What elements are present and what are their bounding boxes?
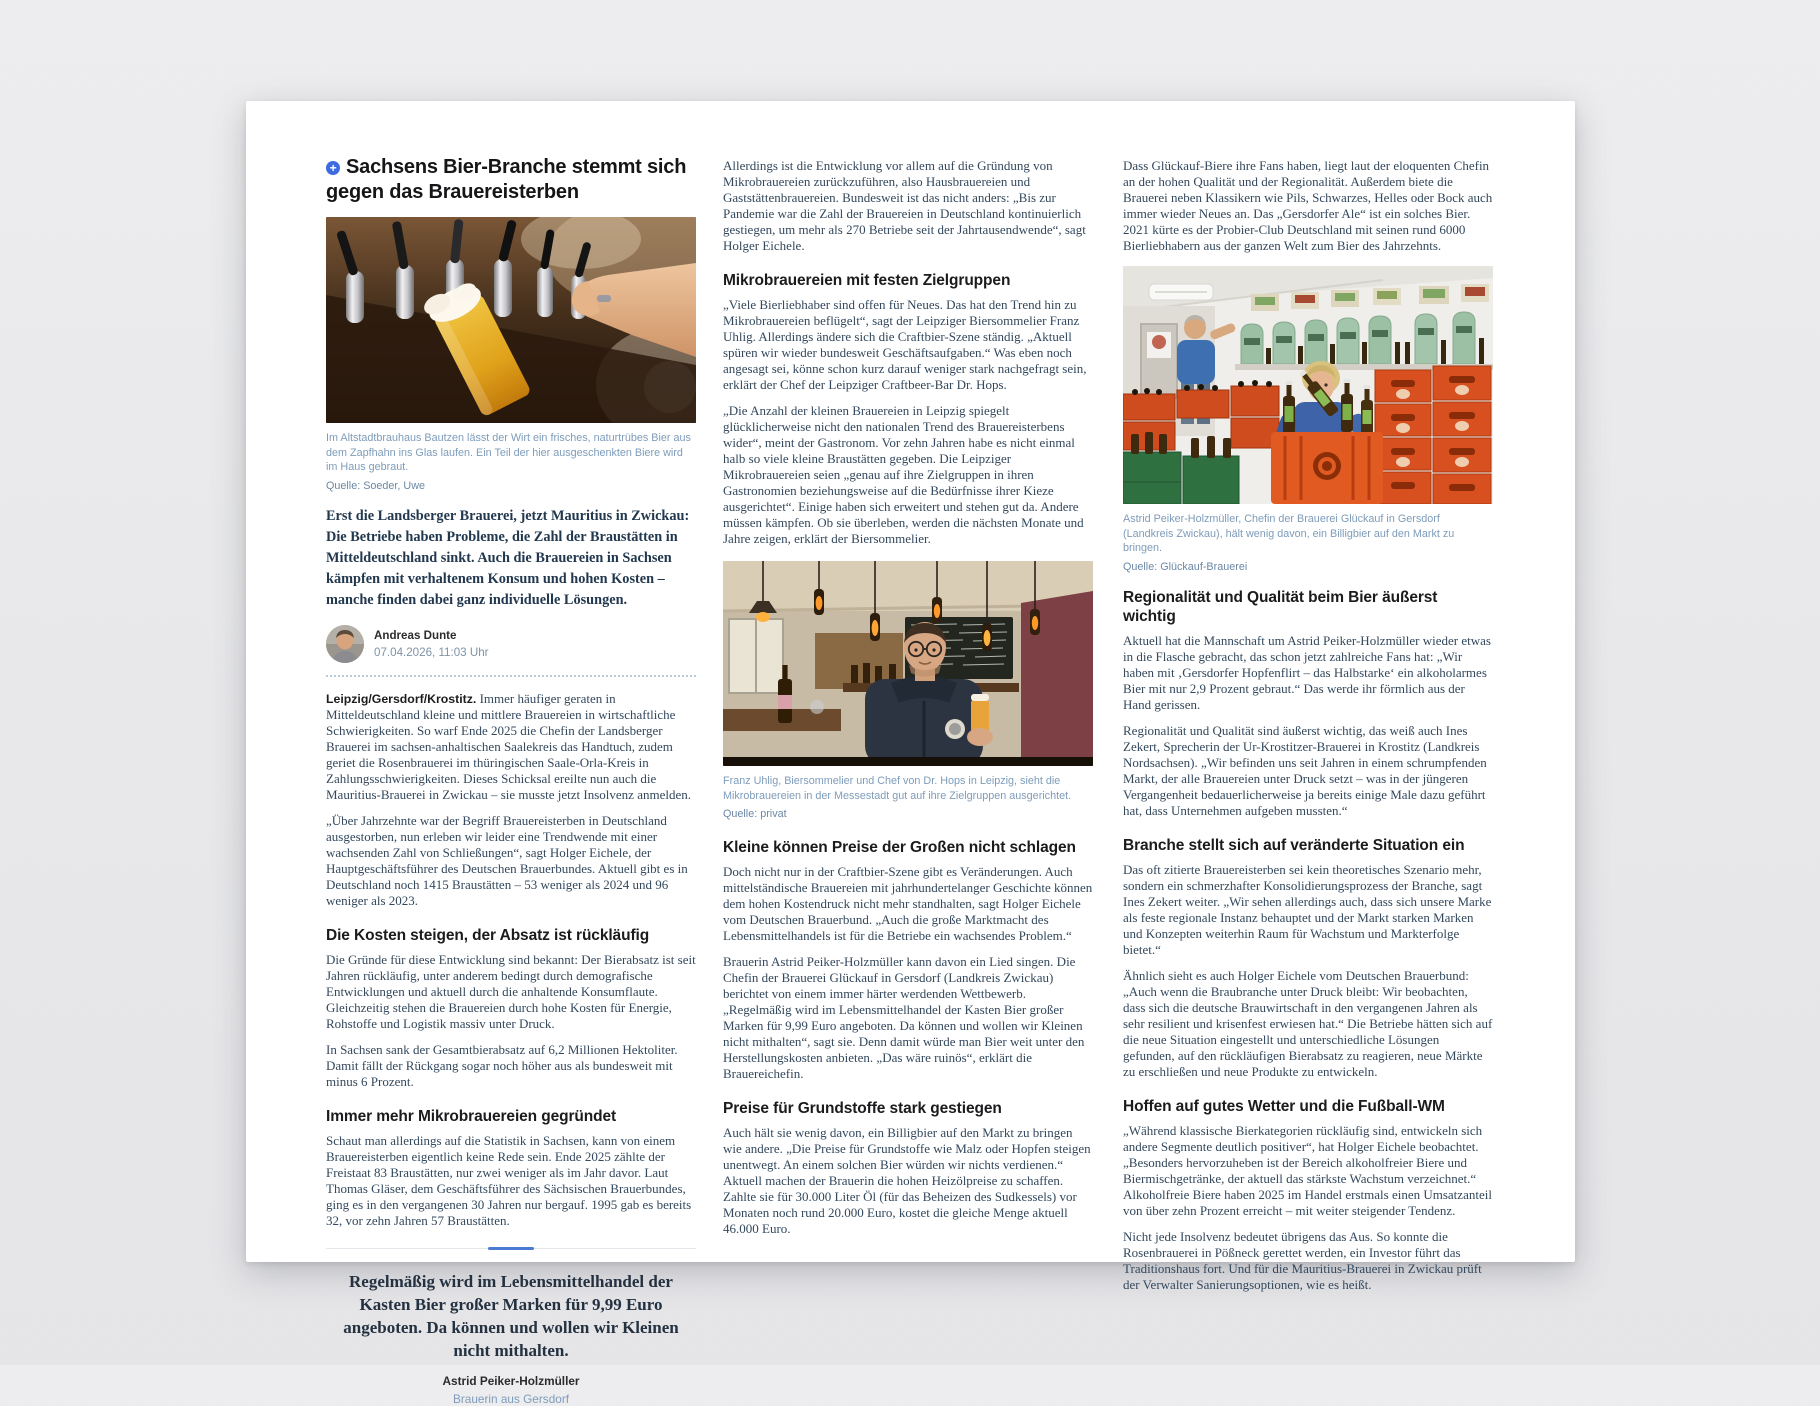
paragraph: Die Gründe für diese Entwicklung sind bekannt: Der Bierabsatz ist seit Jahren rückläufig, unter anderem bedingt durch demografische Entwicklungen und aktuell durch die anhaltende Konsumflaute. Gleichzeitig stehen die Brauereien durch hohe Kosten für Energie, Rohstoffe und Logistik massiv unter Druck.: [326, 951, 696, 1031]
publish-date: 07.04.2026, 11:03 Uhr: [374, 645, 489, 659]
author-name[interactable]: Andreas Dunte: [374, 628, 457, 642]
section-heading: Preise für Grundstoffe stark gestiegen: [723, 1100, 1002, 1117]
section-heading: Hoffen auf gutes Wetter und die Fußball-WM: [1123, 1097, 1445, 1115]
hero-image: [326, 217, 696, 423]
paragraph: [326, 691, 696, 803]
section-heading: Kleine können Preise der Großen nicht schlagen: [723, 839, 1076, 856]
article-column-1: [326, 155, 696, 1406]
section-heading: Die Kosten steigen, der Absatz ist rückläufig: [326, 926, 650, 944]
quote-divider: [326, 1247, 696, 1250]
article-column-3: [1123, 155, 1493, 1303]
section-heading: Regionalität und Qualität beim Bier äußerst wichtig: [1123, 588, 1438, 625]
quote-divider-accent: [488, 1247, 534, 1250]
pull-quote-role-link[interactable]: Brauerin aus Gersdorf: [452, 1391, 570, 1406]
paragraph: Auch hält sie wenig davon, ein Billigbier auf den Markt zu bringen wie andere. „Die Preise für Grundstoffe wie Malz oder Hopfen steigen unentwegt. An einem solchen Bier würden wir nichts verdienen.“ Aktuell machen der Brauerin die hohen Heizölpreise zu schaffen. Zahlte sie für 30.000 Liter Öl (für das Beheizen des Sudkessels) vor Monaten noch rund 20.000 Euro, kostet die gleiche Menge aktuell 46.000 Euro.: [723, 1125, 1091, 1236]
article-intro: Erst die Landsberger Brauerei, jetzt Mauritius in Zwickau: Die Betriebe haben Probleme, die Zahl der Braustätten in Mitteldeutschland sinkt. Auch die Brauereien in Sachsen kämpfen mit verhaltenem Konsum und hohen Kosten – manche finden dabei ganz individuelle Lösungen.: [326, 507, 690, 608]
paragraph: Aktuell hat die Mannschaft um Astrid Peiker-Holzmüller wieder etwas in die Flasche gebracht, das schon jetzt zahlreiche Fans hat: „Wir haben mit ‚Gersdorfer Hopfenflirt – das Halbstarke‘ ein alkoholarmes Bier mit nur 2,9 Prozent gebraut.“ Das werde ihr förmlich aus der Hand gerissen.: [1123, 632, 1491, 712]
paragraph: In Sachsen sank der Gesamtbierabsatz auf 6,2 Millionen Hektoliter. Damit fällt der Rückgang sogar noch höher aus als bundesweit mit minus 6 Prozent.: [326, 1041, 678, 1089]
franz-uhlig-caption: Franz Uhlig, Biersommelier und Chef von Dr. Hops in Leipzig, sieht die Mikrobrauereien in der Messestadt gut auf ihre Zielgruppen ausgerichtet.: [723, 775, 1072, 802]
paragraph: Schaut man allerdings auf die Statistik in Sachsen, kann von einem Brauereisterben eigentlich keine Rede sein. Ende 2025 zählte der Freistaat 83 Braustätten, nur zwei weniger als im Jahr davor. Laut Thomas Gläser, dem Geschäftsführer des Sächsischen Brauerbundes, ging es in den vergangenen 30 Jahren nur bergauf. 1995 gab es bereits 32, vor zehn Jahren 57 Braustätten.: [326, 1132, 692, 1228]
brewery-warehouse-illustration: [1123, 266, 1493, 504]
franz-uhlig-image: [723, 561, 1093, 766]
brauerei-lager-image: [1123, 266, 1493, 504]
article-title-text: Sachsens Bier-Branche stemmt sich gegen das Brauereisterben: [326, 156, 687, 203]
paragraph: „Während klassische Bierkategorien rückläufig sind, entwickeln sich andere Segmente deutlich positiver“, hat Holger Eichele beobachtet. „Besonders hervorzuheben ist der Bereich alkoholfreier Biere und Biermischgetränke, der aktuell das stärkste Wachstum verzeichnet.“ Alkoholfreie Biere haben 2025 im Handel erstmals einen Umsatzanteil von über zehn Prozent erreicht – mit weiter steigender Tendenz.: [1123, 1122, 1492, 1218]
author-avatar-image: [326, 625, 364, 663]
paragraph: Doch nicht nur in der Craftbier-Szene gibt es Veränderungen. Auch mittelständische Brauereien mit jahrhundertelanger Geschichte können dem hohen Kostendruck nicht mehr standhalten, sagt Holger Eichele vom Deutschen Brauerbund. „Auch die große Marktmacht des Lebensmittelhandels ist für die Betriebe ein wachsendes Problem.“: [723, 864, 1093, 943]
premium-plus-icon: +: [326, 161, 340, 175]
article-column-2: [723, 155, 1093, 1247]
franz-uhlig-source: Quelle: privat: [723, 808, 787, 820]
paragraph-text: Immer häufiger geraten in Mitteldeutschland kleine und mittlere Brauereien in wirtschaftliche Schwierigkeiten. So warf Ende 2025 die Chefin der Landsberger Brauerei im sachsen-anhaltischen Saalekreis das Handtuch, zudem geriet die Rosenbrauerei im thüringischen Saale-Orla-Kreis in Zahlungsschwierigkeiten. Dieses Schicksal ereilte nun auch die Mauritius-Brauerei in Zwickau – sie musste jetzt Insolvenz anmelden.: [326, 690, 691, 802]
dotted-divider: [326, 675, 696, 677]
dateline: Leipzig/Gersdorf/Krostitz.: [326, 691, 477, 706]
paragraph: „Über Jahrzehnte war der Begriff Brauereisterben in Deutschland ausgestorben, nun erleben wir leider eine Trendwende mit einer wachsenden Zahl von Schließungen“, sagt Holger Eichele, der Hauptgeschäftsführer des Deutschen Brauerbundes. Aktuell gibt es in Deutschland noch 1415 Braustätten – 53 weniger als 2024 und 96 weniger als 2023.: [326, 812, 688, 908]
lager-source: Quelle: Glückauf-Brauerei: [1123, 560, 1248, 573]
paragraph: Nicht jede Insolvenz bedeutet übrigens das Aus. So konnte die Rosenbrauerei in Pößneck gerettet werden, ein Investor führt das Traditionshaus fort. Und für die Mauritius-Brauerei in Zwickau prüft der Verwalter Sanierungsoptionen, wie es heißt.: [1123, 1228, 1482, 1292]
paragraph: Ähnlich sieht es auch Holger Eichele vom Deutschen Brauerbund: „Auch wenn die Braubranche unter Druck bleibt: Wir beobachten, dass sich die deutsche Brauwirtschaft in den vergangenen Jahren als sehr resilient und krisenfest erwiesen hat.“ Die Betriebe hätten sich auf die neue Situation eingestellt und unterschiedliche Lösungen gefunden, auf den rückläufigen Bierabsatz zu reagieren, neue Märkte zu erschließen und neue Produkte zu entwickeln.: [1123, 967, 1493, 1079]
hero-caption: Im Altstadtbrauhaus Bautzen lässt der Wirt ein frisches, naturtrübes Bier aus dem Zapfhahn ins Glas laufen. Ein Teil der hier ausgeschenkten Biere wird im Haus gebraut.: [326, 432, 691, 473]
paragraph: „Die Anzahl der kleinen Brauereien in Leipzig spiegelt glücklicherweise nicht den nationalen Trend des Brauereisterbens wider“, meint der Gastronom. Vor zehn Jahren habe es nicht einmal halb so viele kleine Braustätten gegeben. Die Leipziger Mikrobrauereien seien „genau auf ihre Zielgruppen in ihren Gastronomien beziehungsweise auf die Bedürfnisse ihrer Kieze ausgerichtet“. Einige haben sich erweitert und stehen gut da. Andere müssen kämpfen. Ob sie überleben, werden die nächsten Monate und Jahre zeigen, erklärt der Biersommelier.: [723, 403, 1084, 546]
paragraph: Das oft zitierte Brauereisterben sei kein theoretisches Szenario mehr, sondern ein schmerzhafter Konsolidierungsprozess der Branche, sagt Ines Zekert weiter. „Wir sehen allerdings auch, dass sich unsere Marke als feste regionale Instanz behauptet und der Markt starken Marken und Konzepten weiterhin Raum für Wachstum und Markterfolge bietet.“: [1123, 861, 1492, 957]
section-heading: Mikrobrauereien mit festen Zielgruppen: [723, 272, 1011, 289]
paragraph: Regionalität und Qualität sind äußerst wichtig, das weiß auch Ines Zekert, Sprecherin der Ur-Krostitzer-Brauerei in Krostitz (Landkreis Nordsachsen). „Wir befinden uns seit Jahren in einem schrumpfenden Markt, der alle Brauereien unter Druck setzt – was in der jüngeren Vergangenheit bedauerlicherweise ja bereits einige Male dazu geführt hat, dass Unternehmen aufgeben mussten.“: [1123, 722, 1487, 818]
paragraph: Dass Glückauf-Biere ihre Fans haben, liegt laut der eloquenten Chefin an der hohen Qualität und der Regionalität. Außerdem biete die Brauerei neben Klassikern wie Pils, Schwarzes, Helles oder Bock auch immer wieder Neues an. Das „Gersdorfer Ale“ ist ein solches Bier. 2021 kürte es der Probier-Club Deutschland mit seinen rund 6000 Bierliebhabern aus der ganzen Welt zum Bier des Jahrzehnts.: [1123, 158, 1493, 253]
author-row: [326, 625, 696, 663]
pull-quote-author: Astrid Peiker-Holzmüller: [442, 1373, 580, 1388]
section-heading: Immer mehr Mikrobrauereien gegründet: [326, 1107, 617, 1125]
hero-source: Quelle: Soeder, Uwe: [326, 479, 426, 492]
paragraph: Allerdings ist die Entwicklung vor allem auf die Gründung von Mikrobrauereien zurückzuführen, also Hausbrauereien und Gaststättenbrauereien. Bundesweit ist das nicht anders: „Bis zur Pandemie war die Zahl der Brauereien in Deutschland kontinuierlich gestiegen, um mehr als 270 Betriebe seit der Jahrtausendwende“, sagt Holger Eichele.: [723, 158, 1086, 253]
article-title: [326, 155, 696, 205]
author-avatar[interactable]: [326, 625, 364, 663]
article-page: [246, 101, 1575, 1406]
craftbeer-bar-illustration: [723, 561, 1093, 766]
section-heading: Branche stellt sich auf veränderte Situation ein: [1123, 836, 1465, 854]
beer-tap-illustration: [326, 217, 696, 423]
pull-quote: Regelmäßig wird im Lebensmittelhandel der Kasten Bier großer Marken für 9,99 Euro angeboten. Da können und wollen wir Kleinen nicht mithalten.: [343, 1271, 679, 1360]
lager-caption: Astrid Peiker-Holzmüller, Chefin der Brauerei Glückauf in Gersdorf (Landkreis Zwickau), hält wenig davon, ein Billigbier auf den Markt zu bringen.: [1123, 513, 1455, 554]
paragraph: Brauerin Astrid Peiker-Holzmüller kann davon ein Lied singen. Die Chefin der Brauerei Glückauf in Gersdorf (Landkreis Zwickau) berichtet von einem immer härter werdenden Wettbewerb. „Regelmäßig wird im Lebensmittelhandel der Kasten Bier großer Marken für 9,99 Euro angeboten. Da können und wollen wir Kleinen nicht mithalten“, sagt sie. Denn damit würde man Bier weit unter den Herstellungskosten anbieten. „Das wäre ruinös“, erklärt die Brauereichefin.: [723, 954, 1085, 1081]
paragraph: „Viele Bierliebhaber sind offen für Neues. Das hat den Trend hin zu Mikrobrauereien beflügelt“, sagt der Leipziger Biersommelier Franz Uhlig. Allerdings ändere sich die Craftbier-Szene ständig. „Aktuell spüren wir wieder bundesweit Geschäftsaufgaben.“ Was eben noch angesagt sei, könne schon kurz darauf weniger stark nachgefragt sein, erklärt der Chef der Leipziger Craftbeer-Bar Dr. Hops.: [723, 297, 1087, 392]
